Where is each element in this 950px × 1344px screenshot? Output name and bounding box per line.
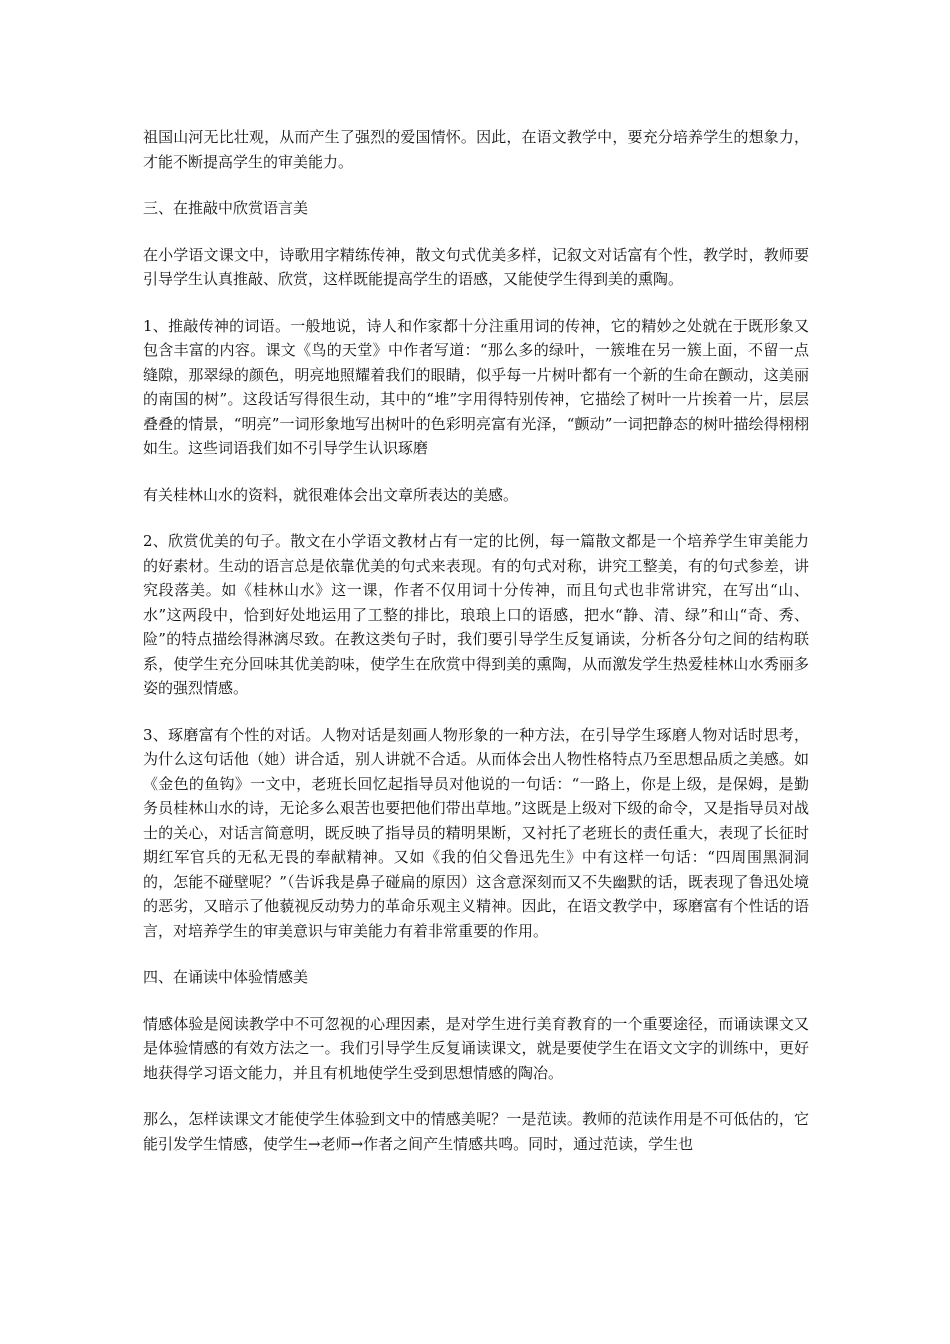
paragraph-point-1: 1、推敲传神的词语。一般地说，诗人和作家都十分注重用词的传神，它的精妙之处就在于既形象又包含丰富的内容。课文《鸟的天堂》中作者写道：“那么多的绿叶，一簇堆在另一簇上面，不留一点缝隙，那翠绿的颜色，明亮地照耀着我们的眼睛，似乎每一片树叶都有一个新的生命在颤动，这美丽的南国的树”。这段话写得很生动，其中的“堆”字用得特别传神，它描绘了树叶一片挨着一片，层层叠叠的情景，“明亮”一词形象地写出树叶的色彩明亮富有光泽，“颤动”一词把静态的树叶描绘得栩栩如生。这些词语我们如不引导学生认识琢磨 bbox=[143, 316, 809, 457]
paragraph-section-3-intro: 在小学语文课文中，诗歌用字精练传神，散文句式优美多样，记叙文对话富有个性，教学时，教师要引导学生认真推敲、欣赏，这样既能提高学生的语感，又能使学生得到美的熏陶。 bbox=[143, 245, 809, 288]
paragraph-point-1-continuation: 有关桂林山水的资料，就很难体会出文章所表达的美感。 bbox=[143, 485, 519, 504]
paragraph-point-3: 3、琢磨富有个性的对话。人物对话是刻画人物形象的一种方法，在引导学生琢磨人物对话时思考，为什么这句话他（她）讲合适，别人讲就不合适。从而体会出人物性格特点乃至思想品质之美感。如《金色的鱼钩》一文中，老班长回忆起指导员对他说的一句话：“一路上，你是上级，是保姆，是勤务员桂林山水的诗，无论多么艰苦也要把他们带出草地。”这既是上级对下级的命令，又是指导员对战士的关心，对话言简意明，既反映了指导员的精明果断，又衬托了老班长的责任重大，表现了长征时期红军官兵的无私无畏的奉献精神。又如《我的伯父鲁迅先生》中有这样一句话：“四周围黑洞洞的，怎能不碰壁呢？”（告诉我是鼻子碰扁的原因）这含意深刻而又不失幽默的话，既表现了鲁迅处境的恶劣，又暗示了他藐视反动势力的革命乐观主义精神。因此，在语文教学中，琢磨富有个性话的语言，对培养学生的审美意识与审美能力有着非常重要的作用。 bbox=[143, 725, 809, 940]
paragraph-point-2: 2、欣赏优美的句子。散文在小学语文教材占有一定的比例，每一篇散文都是一个培养学生审美能力的好素材。生动的语言总是依靠优美的句式来表现。有的句式对称，讲究工整美，有的句式参差，讲究段落美。如《桂林山水》这一课，作者不仅用词十分传神，而且句式也非常讲究，在写出“山、水”这两段中，恰到好处地运用了工整的排比，琅琅上口的语感，把水“静、清、绿”和山“奇、秀、险”的特点描绘得淋漓尽致。在教这类句子时，我们要引导学生反复诵读，分析各分句之间的结构联系，使学生充分回味其优美韵味，使学生在欣赏中得到美的熏陶，从而激发学生热爱桂林山水秀丽多姿的强烈情感。 bbox=[143, 532, 809, 697]
section-heading-4: 四、在诵读中体验情感美 bbox=[143, 968, 309, 986]
paragraph-section-4-intro: 情感体验是阅读教学中不可忽视的心理因素，是对学生进行美育教育的一个重要途径，而诵读课文又是体验情感的有效方法之一。我们引导学生反复诵读课文，就是要使学生在语文文字的训练中，更好地获得学习语文能力，并且有机地使学生受到思想情感的陶冶。 bbox=[143, 1014, 809, 1082]
paragraph-intro-continuation: 祖国山河无比壮观，从而产生了强烈的爱国情怀。因此，在语文教学中，要充分培养学生的想象力，才能不断提高学生的审美能力。 bbox=[143, 128, 809, 171]
document-page bbox=[143, 125, 809, 1178]
paragraph-reading-methods: 那么，怎样读课文才能使学生体验到文中的情感美呢？一是范读。教师的范读作用是不可低估的，它能引发学生情感，使学生→老师→作者之间产生情感共鸣。同时，通过范读，学生也 bbox=[143, 1110, 809, 1153]
section-heading-3: 三、在推敲中欣赏语言美 bbox=[143, 199, 309, 217]
